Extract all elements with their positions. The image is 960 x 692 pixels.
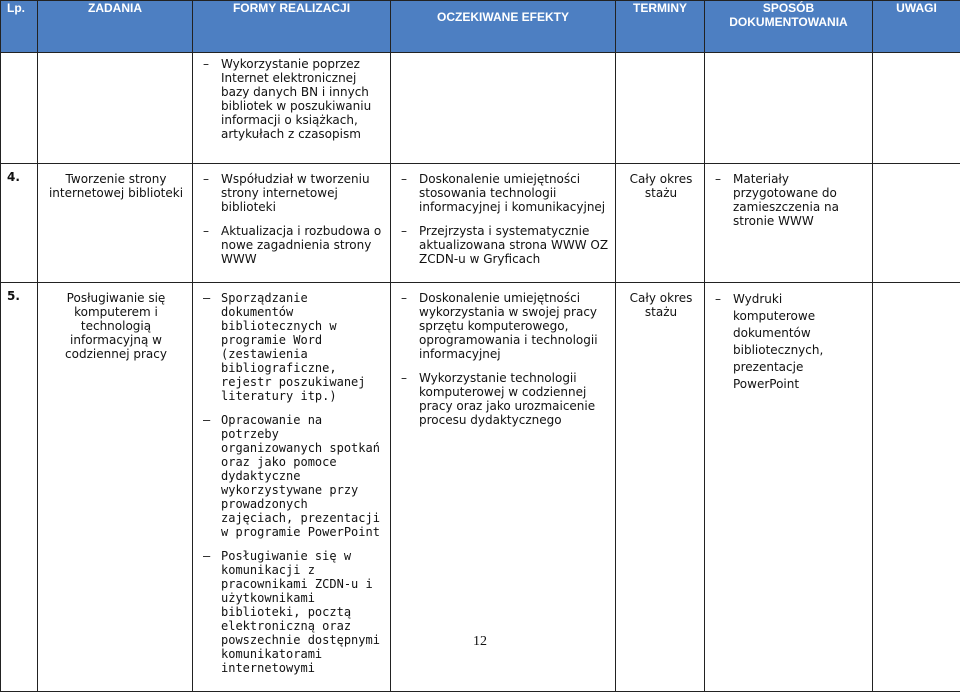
notes-cell: [873, 53, 960, 164]
header-uwagi: UWAGI: [873, 1, 960, 53]
table-row: [1, 53, 960, 164]
doc-item: – Materiały przygotowane do zamieszczenia na stronie WWW: [711, 172, 868, 228]
docs-cell: [705, 283, 873, 692]
form-item: – Aktualizacja i rozbudowa o nowe zagadnienia strony WWW: [199, 224, 386, 266]
effect-item: – Przejrzysta i systematycznie aktualizowana strona WWW OZ ZCDN-u w Gryficach: [397, 224, 611, 266]
task-cell: [38, 53, 193, 164]
docs-cell: [705, 53, 873, 164]
header-sposob: SPOSÓB DOKUMENTOWANIA: [705, 1, 873, 53]
term-cell: [616, 53, 705, 164]
header-formy: FORMY REALIZACJI: [193, 1, 391, 53]
task-cell: Tworzenie strony internetowej biblioteki: [38, 164, 193, 283]
header-terminy: TERMINY: [616, 1, 705, 53]
row-number: [1, 53, 38, 164]
effects-cell: [391, 283, 616, 692]
forms-cell: [193, 283, 391, 692]
term-cell: Cały okres stażu: [616, 283, 705, 692]
header-efekty: OCZEKIWANE EFEKTY: [391, 1, 616, 53]
effect-item: – Wykorzystanie technologii komputerowej w codziennej pracy oraz jako urozmaicenie procesu dydaktycznego: [397, 371, 611, 427]
effects-cell: [391, 53, 616, 164]
header-lp: Lp.: [1, 1, 38, 53]
table-row: [1, 283, 960, 692]
header-row: [1, 1, 960, 53]
term-cell: Cały okres stażu: [616, 164, 705, 283]
row-number: 5.: [1, 283, 38, 692]
notes-cell: [873, 164, 960, 283]
effects-cell: [391, 164, 616, 283]
row-number: 4.: [1, 164, 38, 283]
form-item: – Współudział w tworzeniu strony internetowej biblioteki: [199, 172, 386, 214]
table-row: [1, 164, 960, 283]
forms-cell: [193, 53, 391, 164]
effect-item: – Doskonalenie umiejętności wykorzystania w swojej pracy sprzętu komputerowego, oprogramowania i technologii informacyjnej: [397, 291, 611, 361]
form-item: – Wykorzystanie poprzez Internet elektronicznej bazy danych BN i innych bibliotek w poszukiwaniu informacji o książkach, artykułach z czasopism: [199, 57, 386, 141]
form-item: – Posługiwanie się w komunikacji z pracownikami ZCDN-u i użytkownikami biblioteki, pocztą elektroniczną oraz powszechnie dostępnymi komunikatorami internetowymi: [199, 549, 386, 675]
form-item: – Opracowanie na potrzeby organizowanych spotkań oraz jako pomoce dydaktyczne wykorzystywane przy prowadzonych zajęciach, prezentacji w programie PowerPoint: [199, 413, 386, 539]
page-number: 12: [0, 634, 960, 650]
effect-item: – Doskonalenie umiejętności stosowania technologii informacyjnej i komunikacyjnej: [397, 172, 611, 214]
header-zadania: ZADANIA: [38, 1, 193, 53]
task-cell: Posługiwanie się komputerem i technologią informacyjną w codziennej pracy: [38, 283, 193, 692]
forms-cell: [193, 164, 391, 283]
doc-item: – Wydruki komputerowe dokumentów bibliotecznych, prezentacje PowerPoint: [711, 291, 868, 393]
docs-cell: [705, 164, 873, 283]
notes-cell: [873, 283, 960, 692]
form-item: – Sporządzanie dokumentów bibliotecznych w programie Word (zestawienia bibliograficzne, rejestr poszukiwanej literatury itp.): [199, 291, 386, 403]
